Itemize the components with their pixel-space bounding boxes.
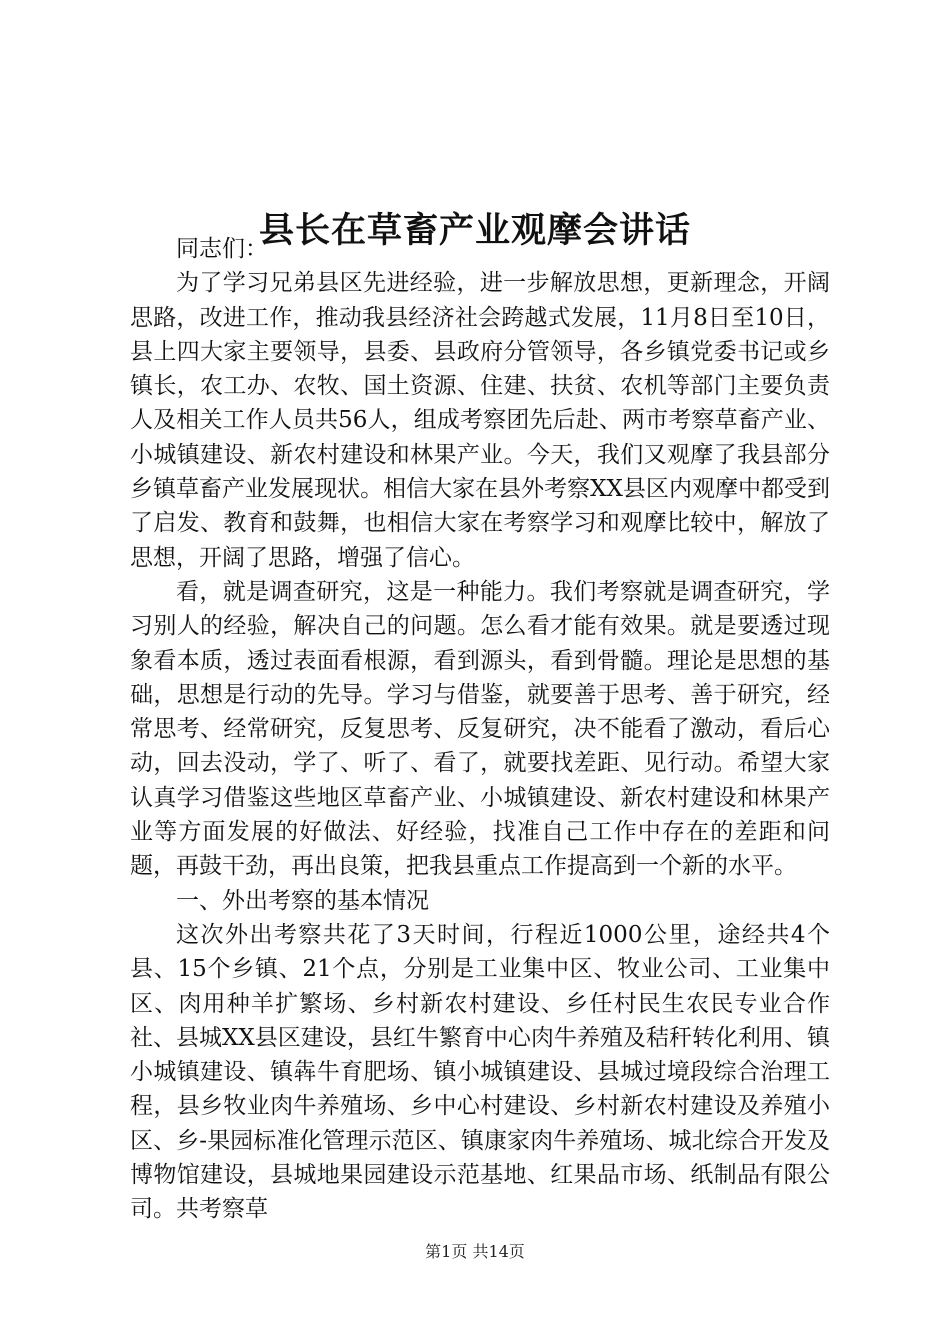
body-paragraph: 这次外出考察共花了3天时间，行程近1000公里，途经共4个县、15个乡镇、21个点，分别是工业集中区、牧业公司、工业集中区、肉用种羊扩繁场、乡村新农村建设、乡任村民生农民专业合作社、县城XX县区建设，县红牛繁育中心肉牛养殖及秸秆转化利用、镇小城镇建设、镇犇牛育肥场、镇小城镇建设、县城过境段综合治理工程，县乡牧业肉牛养殖场、乡中心村建设、乡村新农村建设及养殖小区、乡-果园标准化管理示范区、镇康家肉牛养殖场、城北综合开发及博物馆建设，县城地果园建设示范基地、红果品市场、纸制品有限公司。共考察草 bbox=[130, 921, 830, 1223]
document-body bbox=[130, 232, 830, 1227]
page-number-footer: 第1页 共14页 bbox=[425, 1242, 525, 1261]
salutation-paragraph: 同志们： bbox=[176, 236, 268, 262]
body-paragraph: 为了学习兄弟县区先进经验，进一步解放思想，更新理念，开阔思路，改进工作，推动我县经济社会跨越式发展，11月8日至10日，县上四大家主要领导，县委、县政府分管领导，各乡镇党委书记或乡镇长，农工办、农牧、国土资源、住建、扶贫、农机等部门主要负责人及相关工作人员共56人，组成考察团先后赴、两市考察草畜产业、小城镇建设、新农村建设和林果产业。今天，我们又观摩了我县部分乡镇草畜产业发展现状。相信大家在县外考察XX县区内观摩中都受到了启发、教育和鼓舞，也相信大家在考察学习和观摩比较中，解放了思想，开阔了思路，增强了信心。 bbox=[130, 270, 830, 571]
body-paragraph: 看，就是调查研究，这是一种能力。我们考察就是调查研究，学习别人的经验，解决自己的问题。怎么看才能有效果。就是要透过现象看本质，透过表面看根源，看到源头，看到骨髓。理论是思想的基础，思想是行动的先导。学习与借鉴，就要善于思考、善于研究，经常思考、经常研究，反复思考、反复研究，决不能看了激动，看后心动，回去没动，学了、听了、看了，就要找差距、见行动。希望大家认真学习借鉴这些地区草畜产业、小城镇建设、新农村建设和林果产业等方面发展的好做法、好经验，找准自己工作中存在的差距和问题，再鼓干劲，再出良策，把我县重点工作提高到一个新的水平。 bbox=[130, 578, 830, 880]
document-title: 县长在草畜产业观摩会讲话 bbox=[258, 210, 691, 252]
section-heading: 一、外出考察的基本情况 bbox=[176, 887, 429, 914]
